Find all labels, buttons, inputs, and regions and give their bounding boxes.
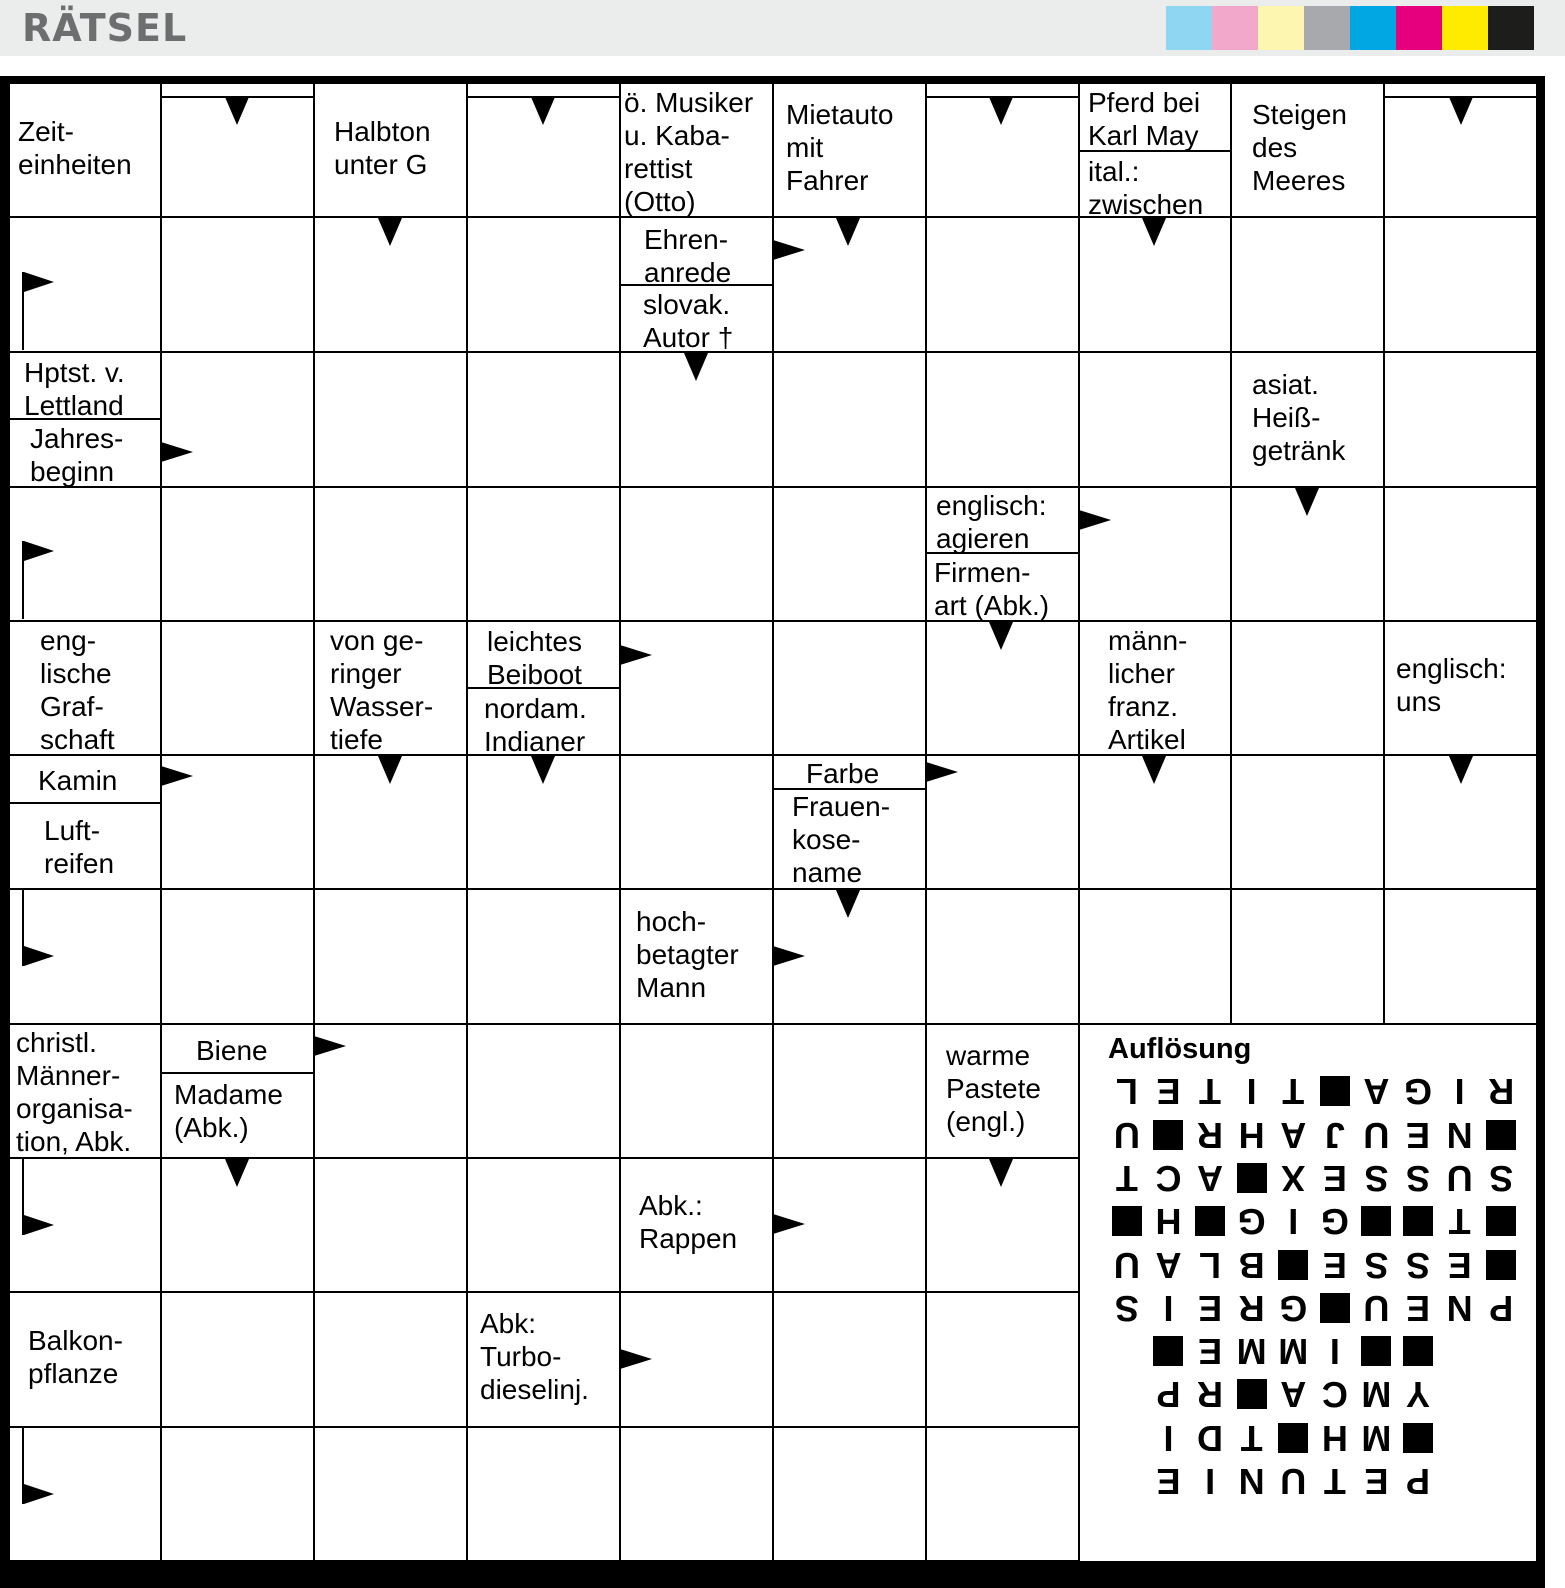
- arrow-right-icon: [620, 645, 652, 665]
- solution-letter: B: [1238, 1244, 1265, 1286]
- solution-row: [1106, 1416, 1522, 1459]
- arrow-down-icon: [378, 218, 402, 246]
- clue-text: anrede: [644, 257, 732, 288]
- clue-cell: [946, 1039, 1041, 1138]
- clue-text: ringer: [330, 658, 402, 689]
- arrow-down-icon: [684, 353, 708, 381]
- solution-letter: I: [1288, 1201, 1299, 1243]
- clue-text: ö. Musiker: [624, 87, 754, 118]
- solution-letter: C: [1155, 1157, 1182, 1199]
- clue-text: lische: [40, 658, 112, 689]
- solution-letter: P: [1156, 1374, 1181, 1416]
- grid-line: [10, 620, 1536, 622]
- clue-text: Fahrer: [786, 165, 869, 196]
- clue-cell: [334, 115, 431, 181]
- solution-letter: E: [1406, 1114, 1431, 1156]
- color-swatch-2: [1212, 6, 1258, 50]
- clue-cell: [624, 86, 753, 218]
- solution-block: [1397, 1416, 1439, 1459]
- arrow-down-icon: [378, 756, 402, 784]
- clue-cell: [636, 905, 739, 1004]
- clue-text: englisch:: [1396, 653, 1507, 684]
- solution-letter: S: [1406, 1244, 1431, 1286]
- clue-text: Steigen: [1252, 99, 1347, 130]
- clue-text: schaft: [40, 724, 115, 755]
- solution-letter: I: [1163, 1287, 1174, 1329]
- flag-head: [24, 1215, 54, 1235]
- solution-block: [1272, 1416, 1314, 1459]
- clue-text: hoch-: [636, 906, 707, 937]
- clue-text: organisa-: [16, 1093, 133, 1124]
- clue-cell: [484, 692, 587, 758]
- clue-text: betagter: [636, 939, 739, 970]
- page-header: [0, 0, 1565, 56]
- solution-letter: Y: [1406, 1374, 1431, 1416]
- solution-letter: A: [1155, 1244, 1182, 1286]
- color-calibration-bar: [1166, 6, 1534, 50]
- solution-letter: E: [1364, 1461, 1389, 1503]
- clue-text: kose-: [792, 824, 861, 855]
- clue-text: beginn: [30, 456, 115, 487]
- clue-cell: [16, 1026, 133, 1158]
- solution-block: [1231, 1156, 1273, 1199]
- solution-letter: A: [1280, 1374, 1307, 1416]
- arrow-down-icon: [1449, 97, 1473, 125]
- arrow-right-icon: [314, 1036, 346, 1056]
- arrow-down-icon: [531, 756, 555, 784]
- clue-text: Hptst. v.: [24, 357, 125, 388]
- clue-cell: [786, 98, 893, 197]
- clue-text: zwischen: [1088, 189, 1204, 220]
- solution-letter: U: [1363, 1114, 1390, 1156]
- clue-cell: [196, 1034, 268, 1067]
- clue-text: dieselinj.: [480, 1374, 589, 1405]
- clue-text: tiefe: [330, 724, 383, 755]
- solution-block: [1272, 1243, 1314, 1286]
- solution-letter: D: [1197, 1417, 1224, 1459]
- clue-text: Lettland: [24, 390, 124, 421]
- solution-letter: T: [1115, 1157, 1138, 1199]
- clue-text: Heiß-: [1252, 402, 1321, 433]
- page-title: RÄTSEL: [22, 6, 188, 50]
- clue-text: christl.: [16, 1027, 97, 1058]
- arrow-right-icon: [161, 766, 193, 786]
- solution-row: [1106, 1330, 1522, 1373]
- grid-line: [925, 84, 927, 1560]
- solution-row: [1106, 1243, 1522, 1286]
- grid-line: [10, 216, 1536, 218]
- clue-text: nordam.: [484, 693, 587, 724]
- clue-text: art (Abk.): [934, 590, 1050, 621]
- clue-text: unter G: [334, 149, 428, 180]
- solution-letter: N: [1446, 1287, 1473, 1329]
- solution-letter: N: [1238, 1461, 1265, 1503]
- solution-block: [1397, 1200, 1439, 1243]
- clue-cell: [1252, 368, 1345, 467]
- solution-letter: S: [1364, 1157, 1389, 1199]
- clue-cell: [40, 624, 115, 756]
- color-swatch-3: [1258, 6, 1304, 50]
- clue-text: Autor †: [643, 322, 734, 353]
- solution-letter: S: [1114, 1287, 1139, 1329]
- solution-letter: U: [1446, 1157, 1473, 1199]
- flag-head: [24, 1484, 54, 1504]
- clue-cell: [792, 790, 890, 889]
- arrow-right-icon: [926, 762, 958, 782]
- clue-cell: [644, 223, 731, 289]
- solution-letter: I: [1205, 1461, 1216, 1503]
- clue-cell: [44, 814, 114, 880]
- solution-letter: E: [1156, 1461, 1181, 1503]
- grid-line: [10, 754, 1536, 756]
- solution-block: [1314, 1286, 1356, 1329]
- solution-block: [1397, 1330, 1439, 1373]
- solution-block: [1314, 1070, 1356, 1113]
- solution-row: [1106, 1373, 1522, 1416]
- solution-block: [1356, 1200, 1398, 1243]
- solution-letter: J: [1324, 1114, 1345, 1156]
- solution-letter: U: [1280, 1461, 1307, 1503]
- clue-text: von ge-: [330, 625, 424, 656]
- arrow-right-icon: [161, 442, 193, 462]
- solution-letter: T: [1240, 1417, 1263, 1459]
- clue-text: Halbton: [334, 116, 431, 147]
- solution-letter: I: [1163, 1417, 1174, 1459]
- solution-block: [1148, 1113, 1190, 1156]
- grid-line: [619, 84, 621, 1560]
- solution-block: [1480, 1243, 1522, 1286]
- solution-row: [1106, 1113, 1522, 1156]
- clue-text: agieren: [936, 523, 1030, 554]
- solution-letter: X: [1281, 1157, 1306, 1199]
- clue-text: Pastete: [946, 1073, 1041, 1104]
- solution-letter: E: [1447, 1244, 1472, 1286]
- clue-text: Graf-: [40, 691, 104, 722]
- clue-text: Karl May: [1088, 120, 1199, 151]
- solution-letter: I: [1246, 1071, 1257, 1113]
- arrow-right-icon: [773, 1214, 805, 1234]
- solution-letter: E: [1322, 1244, 1347, 1286]
- arrow-down-icon: [989, 97, 1013, 125]
- arrow-down-icon: [989, 622, 1013, 650]
- clue-text: uns: [1396, 686, 1442, 717]
- clue-text: Kamin: [38, 765, 118, 796]
- clue-text: reifen: [44, 848, 115, 879]
- clue-text: Pferd bei: [1088, 87, 1201, 118]
- clue-cell: [643, 288, 733, 354]
- arrow-down-icon: [836, 218, 860, 246]
- solution-letter: I: [1329, 1331, 1340, 1373]
- clue-text: (engl.): [946, 1106, 1026, 1137]
- clue-text: Abk.:: [639, 1190, 703, 1221]
- solution-row: [1106, 1503, 1522, 1546]
- clue-cell: [934, 556, 1049, 622]
- solution-letter: E: [1156, 1071, 1181, 1113]
- clue-text: Balkon-: [28, 1325, 123, 1356]
- arrow-right-icon: [773, 240, 805, 260]
- clue-cell: [487, 625, 582, 691]
- solution-letter: R: [1238, 1287, 1265, 1329]
- arrow-down-icon: [225, 1159, 249, 1187]
- grid-line: [10, 888, 1536, 890]
- clue-text: Firmen-: [934, 557, 1031, 588]
- clue-text: slovak.: [643, 289, 731, 320]
- clue-text: Abk:: [480, 1308, 537, 1339]
- clue-text: (Otto): [624, 186, 696, 217]
- solution-letter: H: [1238, 1114, 1265, 1156]
- clue-text: Männer-: [16, 1060, 121, 1091]
- clue-text: (Abk.): [174, 1112, 249, 1143]
- solution-row: [1106, 1070, 1522, 1113]
- solution-letter: R: [1488, 1071, 1515, 1113]
- arrow-down-icon: [836, 890, 860, 918]
- solution-block: [1356, 1330, 1398, 1373]
- solution-letter: N: [1446, 1114, 1473, 1156]
- arrow-right-icon: [773, 946, 805, 966]
- clue-text: licher: [1108, 658, 1175, 689]
- clue-text: u. Kaba-: [624, 120, 730, 151]
- solution-letter: T: [1282, 1071, 1305, 1113]
- solution-letter: U: [1113, 1114, 1140, 1156]
- clue-text: Beiboot: [487, 659, 582, 690]
- arrow-down-icon: [1142, 756, 1166, 784]
- solution-letter: H: [1155, 1201, 1182, 1243]
- clue-cell: [1088, 86, 1200, 152]
- solution-letter: L: [1199, 1244, 1222, 1286]
- solution-letter: S: [1489, 1157, 1514, 1199]
- clue-text: Farbe: [806, 758, 880, 789]
- color-swatch-1: [1166, 6, 1212, 50]
- clue-cell: [24, 356, 125, 422]
- solution-letter: G: [1320, 1201, 1349, 1243]
- cell-divider: [160, 1072, 313, 1074]
- flag-head: [24, 272, 54, 292]
- clue-cell: [1088, 155, 1203, 221]
- clue-text: warme: [946, 1040, 1031, 1071]
- clue-text: Biene: [196, 1035, 268, 1066]
- solution-letter: A: [1197, 1157, 1224, 1199]
- solution-row: [1106, 1200, 1522, 1243]
- solution-letter: S: [1364, 1244, 1389, 1286]
- solution-letter: E: [1322, 1157, 1347, 1199]
- solution-letter: T: [1199, 1071, 1222, 1113]
- solution-letter: R: [1197, 1374, 1224, 1416]
- clue-text: pflanze: [28, 1358, 119, 1389]
- grid-line: [10, 351, 1536, 353]
- clue-cell: [806, 757, 879, 790]
- solution-letter: M: [1361, 1417, 1392, 1459]
- solution-letter: M: [1236, 1331, 1267, 1373]
- clue-text: getränk: [1252, 435, 1346, 466]
- clue-text: rettist: [624, 153, 693, 184]
- clue-text: Jahres-: [30, 423, 124, 454]
- solution-letter: U: [1363, 1287, 1390, 1329]
- color-swatch-5: [1350, 6, 1396, 50]
- solution-block: [1480, 1113, 1522, 1156]
- cell-divider: [10, 802, 160, 804]
- flag-head: [24, 541, 54, 561]
- solution-letter: L: [1115, 1071, 1138, 1113]
- solution-letter: M: [1278, 1331, 1309, 1373]
- solution-letter: G: [1404, 1071, 1433, 1113]
- solution-letter: I: [1454, 1071, 1465, 1113]
- clue-text: des: [1252, 132, 1298, 163]
- grid-line: [313, 84, 315, 1560]
- solution-block: [1148, 1330, 1190, 1373]
- solution-letter: T: [1323, 1461, 1346, 1503]
- clue-text: leichtes: [487, 626, 582, 657]
- clue-text: asiat.: [1252, 369, 1319, 400]
- clue-text: Wasser-: [330, 691, 434, 722]
- arrow-down-icon: [1142, 218, 1166, 246]
- clue-text: eng-: [40, 625, 97, 656]
- arrow-down-icon: [1449, 756, 1473, 784]
- solution-letter: G: [1237, 1201, 1266, 1243]
- clue-text: Mietauto: [786, 99, 894, 130]
- clue-text: Luft-: [44, 815, 101, 846]
- clue-text: Rappen: [639, 1223, 738, 1254]
- clue-text: Zeit-: [18, 116, 74, 147]
- flag-head: [24, 946, 54, 966]
- solution-letter: E: [1406, 1287, 1431, 1329]
- solution-block: [1189, 1200, 1231, 1243]
- clue-cell: [30, 422, 123, 488]
- clue-cell: [1252, 98, 1347, 197]
- grid-line: [466, 84, 468, 1560]
- clue-text: Ehren-: [644, 224, 729, 255]
- clue-text: Meeres: [1252, 165, 1346, 196]
- clue-cell: [18, 115, 132, 181]
- clue-cell: [38, 764, 117, 797]
- clue-cell: [330, 624, 433, 756]
- clue-cell: [1108, 624, 1187, 756]
- clue-cell: [174, 1078, 283, 1144]
- solution-row: [1106, 1156, 1522, 1199]
- solution-letter: A: [1363, 1071, 1390, 1113]
- clue-cell: [28, 1324, 123, 1390]
- color-swatch-7: [1442, 6, 1488, 50]
- arrow-down-icon: [1295, 488, 1319, 516]
- solution-letter: M: [1361, 1374, 1392, 1416]
- clue-text: englisch:: [936, 490, 1047, 521]
- solution-letter: E: [1198, 1287, 1223, 1329]
- clue-text: Mann: [636, 972, 707, 1003]
- clue-text: name: [792, 857, 863, 888]
- solution-letter: A: [1280, 1114, 1307, 1156]
- clue-cell: [936, 489, 1047, 555]
- arrow-down-icon: [989, 1159, 1013, 1187]
- clue-text: einheiten: [18, 149, 132, 180]
- solution-letter: C: [1321, 1374, 1348, 1416]
- clue-text: Frauen-: [792, 791, 891, 822]
- clue-text: mit: [786, 132, 824, 163]
- solution-block: [1106, 1200, 1148, 1243]
- solution-letter: P: [1489, 1287, 1514, 1329]
- clue-text: franz.: [1108, 691, 1179, 722]
- solution-letter: P: [1406, 1461, 1431, 1503]
- solution-grid: [1106, 1070, 1522, 1546]
- solution-letter: H: [1321, 1417, 1348, 1459]
- solution-letter: T: [1448, 1201, 1471, 1243]
- color-swatch-8: [1488, 6, 1534, 50]
- solution-letter: R: [1197, 1114, 1224, 1156]
- color-swatch-4: [1304, 6, 1350, 50]
- clue-text: Turbo-: [480, 1341, 562, 1372]
- arrow-right-icon: [1079, 510, 1111, 530]
- solution-row: [1106, 1459, 1522, 1502]
- clue-text: tion, Abk.: [16, 1126, 132, 1157]
- grid-line: [160, 84, 162, 1560]
- clue-text: Madame: [174, 1079, 283, 1110]
- color-swatch-6: [1396, 6, 1442, 50]
- solution-block: [1231, 1373, 1273, 1416]
- clue-text: Artikel: [1108, 724, 1186, 755]
- solution-title: Auflösung: [1108, 1033, 1252, 1065]
- clue-cell: [1396, 652, 1507, 718]
- arrow-down-icon: [531, 97, 555, 125]
- solution-block: [1480, 1200, 1522, 1243]
- clue-text: Indianer: [484, 726, 586, 757]
- arrow-down-icon: [225, 97, 249, 125]
- clue-cell: [480, 1307, 589, 1406]
- clue-text: männ-: [1108, 625, 1188, 656]
- solution-letter: S: [1406, 1157, 1431, 1199]
- arrow-right-icon: [620, 1349, 652, 1369]
- solution-letter: E: [1198, 1331, 1223, 1373]
- solution-letter: G: [1279, 1287, 1308, 1329]
- clue-cell: [639, 1189, 737, 1255]
- solution-row: [1106, 1286, 1522, 1329]
- clue-text: ital.:: [1088, 156, 1140, 187]
- grid-line: [772, 84, 774, 1560]
- solution-letter: U: [1113, 1244, 1140, 1286]
